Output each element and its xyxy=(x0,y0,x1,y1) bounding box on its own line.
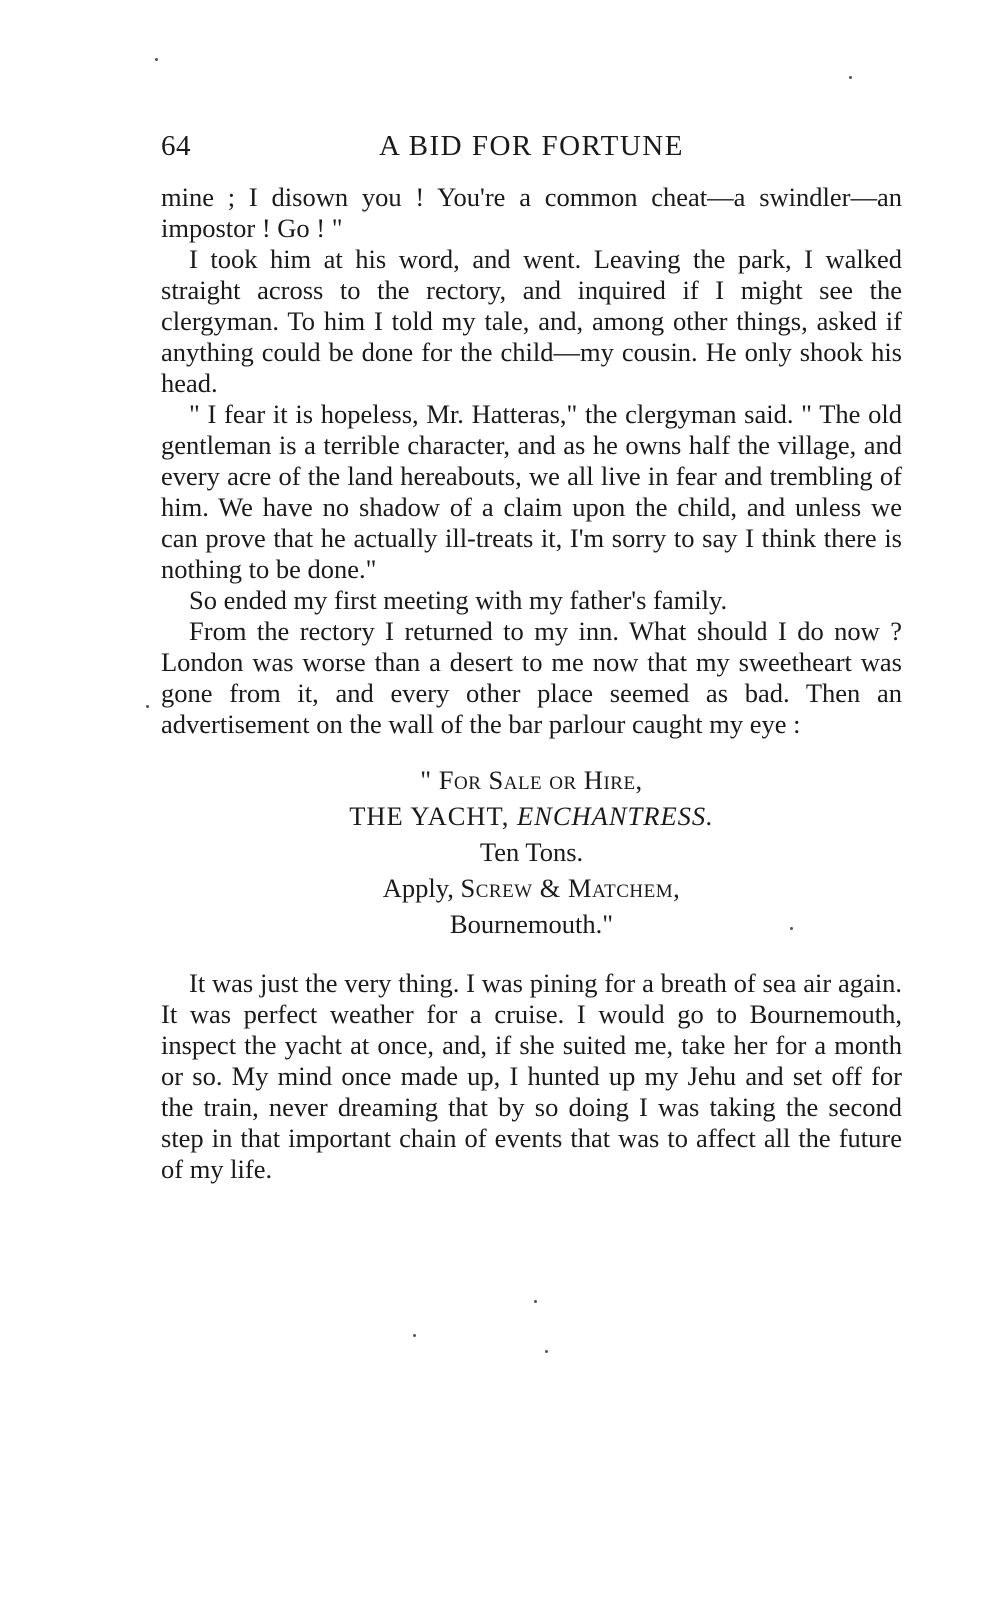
paragraph: From the rectory I returned to my inn. What should I do now ? London was worse than a desert to me now that my sweetheart was gone from it, and every other place seemed as bad. Then an advertisement on the wall of the bar parlour caught my eye : xyxy=(161,616,902,739)
advert-yacht-label: THE YACHT, xyxy=(349,801,517,831)
book-page xyxy=(161,122,902,1185)
paragraph: So ended my first meeting with my father's family. xyxy=(189,585,728,615)
paragraph: I took him at his word, and went. Leaving the park, I walked straight across to the rectory, and inquired if I might see the clergyman. To him I told my tale, and, among other things, asked if anything could be done for the child—my cousin. He only shook his head. xyxy=(161,244,902,398)
advert-line xyxy=(161,798,902,834)
page-header xyxy=(161,122,902,170)
scan-speck xyxy=(849,76,852,79)
page-number: 64 xyxy=(161,130,191,162)
paragraph: It was just the very thing. I was pining for a breath of sea air again. It was perfect weather for a cruise. I would go to Bournemouth, inspect the yacht at once, and, if she suited me, take her for a month or so. My mind once made up, I hunted up my Jehu and set off for the train, never dreaming that by so doing I was taking the second step in that important chain of events that was to affect all the future of my life. xyxy=(161,968,902,1184)
advertisement xyxy=(161,762,902,942)
scan-speck xyxy=(534,1300,537,1303)
advert-line xyxy=(161,870,902,906)
body-text xyxy=(161,182,902,1185)
advert-yacht-name: ENCHANTRESS. xyxy=(517,801,714,831)
paragraph: mine ; I disown you ! You're a common cheat—a swindler—an impostor ! Go ! " xyxy=(161,182,902,243)
scan-speck xyxy=(545,1350,548,1353)
paragraph: " I fear it is hopeless, Mr. Hatteras," the clergyman said. " The old gentleman is a terrible character, and as he owns half the village, and every acre of the land hereabouts, we all live in fear and trembling of him. We have no shadow of a claim upon the child, and unless we can prove that he actually ill-treats it, I'm sorry to say I think there is nothing to be done." xyxy=(161,399,902,584)
running-title: A BID FOR FORTUNE xyxy=(379,130,684,162)
advert-apply-label: Apply, xyxy=(382,873,461,903)
scan-speck xyxy=(146,705,149,708)
scan-speck xyxy=(790,927,793,930)
advert-line: Bournemouth." xyxy=(449,909,614,939)
scan-speck xyxy=(155,58,158,61)
advert-firm-name: Screw & Matchem, xyxy=(460,873,681,903)
scan-speck xyxy=(413,1334,416,1337)
advert-line: " For Sale or Hire, xyxy=(420,765,643,795)
advert-line: Ten Tons. xyxy=(479,837,584,867)
